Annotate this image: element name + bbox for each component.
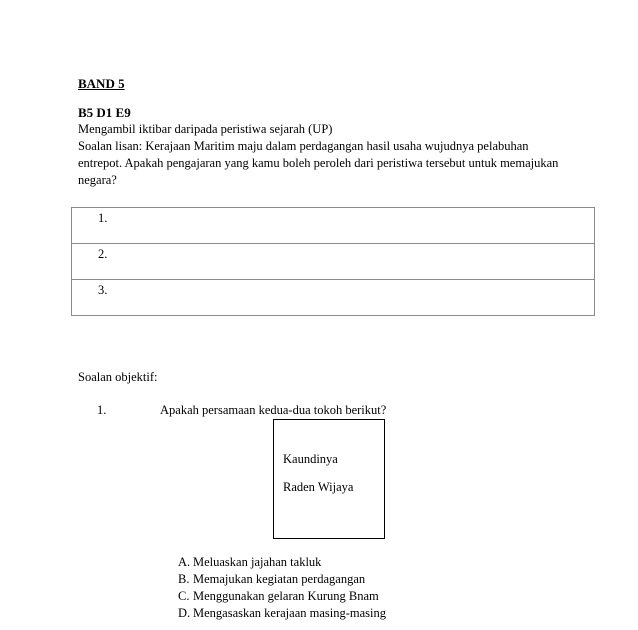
option-letter: C.: [178, 589, 190, 603]
answer-number: 1.: [98, 211, 108, 225]
answer-cell[interactable]: [72, 244, 595, 280]
option-a[interactable]: [178, 555, 321, 570]
question-line: Soalan lisan: Kerajaan Maritim maju dalam perdagangan hasil usaha wujudnya pelabuhan: [78, 139, 529, 153]
answer-row: [72, 208, 595, 244]
objective-section-label: Soalan objektif:: [78, 370, 158, 384]
option-letter: D.: [178, 606, 191, 620]
band-heading: BAND 5: [78, 76, 125, 91]
option-b[interactable]: [178, 572, 365, 587]
question-number: 1.: [97, 403, 107, 417]
answer-number: 2.: [98, 247, 108, 261]
option-letter: A.: [178, 555, 191, 569]
answer-cell[interactable]: [72, 280, 595, 316]
question-line: negara?: [78, 173, 117, 187]
option-d[interactable]: [178, 606, 386, 621]
answer-row: [72, 280, 595, 316]
option-text: Meluaskan jajahan takluk: [193, 555, 322, 569]
instruction-line: Mengambil iktibar daripada peristiwa sejarah (UP): [78, 122, 333, 136]
figure-name: Kaundinya: [283, 452, 338, 466]
answer-number: 3.: [98, 283, 108, 297]
question-line: entrepot. Apakah pengajaran yang kamu boleh peroleh dari peristiwa tersebut untuk memajukan: [78, 156, 559, 170]
answer-row: [72, 244, 595, 280]
option-letter: B.: [178, 572, 190, 586]
option-text: Menggunakan gelaran Kurung Bnam: [193, 589, 379, 603]
question-text: Apakah persamaan kedua-dua tokoh berikut?: [160, 403, 387, 417]
figure-box: [273, 419, 385, 539]
option-text: Mengasaskan kerajaan masing-masing: [193, 606, 386, 620]
answer-cell[interactable]: [72, 208, 595, 244]
option-text: Memajukan kegiatan perdagangan: [193, 572, 366, 586]
option-c[interactable]: [178, 589, 379, 604]
answer-table: [71, 207, 595, 316]
question-code: B5 D1 E9: [78, 105, 131, 120]
figure-name: Raden Wijaya: [283, 480, 354, 494]
